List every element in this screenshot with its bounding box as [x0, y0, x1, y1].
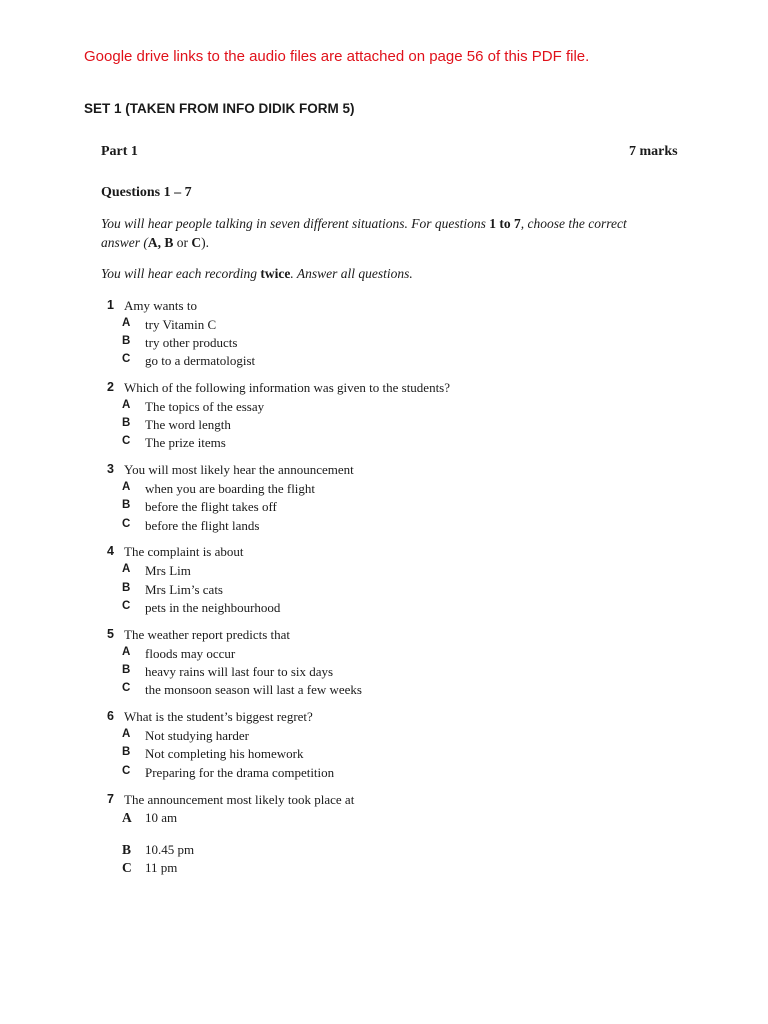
question-6	[0, 709, 768, 727]
option-1a	[0, 317, 768, 335]
option-5c	[0, 682, 768, 700]
option-2a	[0, 399, 768, 417]
option-text: Mrs Lim	[145, 563, 191, 578]
question-text: Which of the following information was given to the students?	[124, 380, 451, 395]
option-letter: B	[122, 664, 131, 676]
instr-bold: ,	[157, 235, 165, 250]
option-letter: B	[122, 842, 132, 857]
option-text: before the flight takes off	[145, 499, 277, 514]
question-2	[0, 380, 768, 398]
option-letter: A	[122, 481, 131, 493]
option-3a	[0, 481, 768, 499]
option-text: when you are boarding the flight	[145, 481, 316, 496]
option-text: Preparing for the drama competition	[145, 765, 335, 780]
instr-text: or	[173, 235, 192, 250]
instr-bold: A	[147, 235, 158, 250]
instructions-line-2	[101, 235, 209, 251]
set-title: SET 1 (TAKEN FROM INFO DIDIK FORM 5)	[84, 101, 355, 116]
question-number: 2	[107, 380, 114, 394]
option-text: The word length	[145, 417, 231, 432]
instr-text: . Answer all questions.	[290, 266, 413, 281]
question-text: The complaint is about	[124, 544, 244, 559]
option-text: 10 am	[145, 810, 178, 825]
option-4a	[0, 563, 768, 581]
question-number: 7	[107, 792, 114, 806]
option-text: Mrs Lim’s cats	[145, 582, 223, 597]
option-letter: B	[122, 746, 131, 758]
option-text: pets in the neighbourhood	[145, 600, 281, 615]
option-2b	[0, 417, 768, 435]
question-text: What is the student’s biggest regret?	[124, 709, 313, 724]
option-text: 10.45 pm	[145, 842, 195, 857]
option-text: floods may occur	[145, 646, 236, 661]
instr-bold: twice	[260, 266, 291, 281]
instructions-line-3	[101, 266, 413, 282]
instr-bold: 1	[489, 216, 496, 231]
option-text: heavy rains will last four to six days	[145, 664, 334, 679]
instr-text: ).	[201, 235, 210, 250]
option-4b	[0, 582, 768, 600]
questions-range: Questions 1 – 7	[101, 185, 192, 200]
option-letter: B	[122, 582, 131, 594]
option-text: the monsoon season will last a few weeks	[145, 682, 362, 697]
option-letter: C	[122, 682, 131, 694]
option-letter: A	[122, 317, 131, 329]
question-text: Amy wants to	[124, 298, 197, 313]
instr-bold: C	[191, 235, 202, 250]
option-3c	[0, 518, 768, 536]
instr-bold: B	[164, 235, 174, 250]
question-3	[0, 462, 768, 480]
instr-text: You will hear each recording	[101, 266, 261, 281]
option-5a	[0, 646, 768, 664]
option-letter: C	[122, 435, 131, 447]
option-text: 11 pm	[145, 860, 178, 875]
option-letter: A	[122, 646, 131, 658]
instr-text: answer (	[101, 235, 148, 250]
option-letter: C	[122, 353, 131, 365]
option-letter: A	[122, 810, 132, 825]
option-letter: C	[122, 860, 132, 875]
option-text: go to a dermatologist	[145, 353, 256, 368]
option-6b	[0, 746, 768, 764]
option-text: try Vitamin C	[145, 317, 217, 332]
option-7b	[0, 842, 768, 860]
marks-label: 7 marks	[629, 144, 678, 159]
question-text: You will most likely hear the announcement	[124, 462, 354, 477]
instr-bold: to	[495, 216, 514, 231]
question-5	[0, 627, 768, 645]
option-text: The topics of the essay	[145, 399, 265, 414]
question-text: The announcement most likely took place at	[124, 792, 355, 807]
option-letter: A	[122, 399, 131, 411]
option-text: The prize items	[145, 435, 226, 450]
question-number: 4	[107, 544, 114, 558]
option-5b	[0, 664, 768, 682]
option-6a	[0, 728, 768, 746]
question-4	[0, 544, 768, 562]
option-4c	[0, 600, 768, 618]
option-text: try other products	[145, 335, 238, 350]
question-number: 1	[107, 298, 114, 312]
option-letter: A	[122, 563, 131, 575]
question-text: The weather report predicts that	[124, 627, 291, 642]
option-text: Not studying harder	[145, 728, 249, 743]
instr-bold: 7	[513, 216, 521, 231]
option-3b	[0, 499, 768, 517]
instructions-line-1	[101, 216, 627, 232]
option-letter: C	[122, 765, 131, 777]
option-letter: B	[122, 499, 131, 511]
option-letter: B	[122, 335, 131, 347]
instr-text: , choose the correct	[520, 216, 627, 231]
option-1c	[0, 353, 768, 371]
part-label: Part 1	[101, 144, 138, 159]
audio-links-notice: Google drive links to the audio files are attached on page 56 of this PDF file.	[84, 48, 590, 65]
option-6c	[0, 765, 768, 783]
instr-text: You will hear people talking in seven different situations. For questions	[101, 216, 490, 231]
question-1	[0, 298, 768, 316]
question-number: 6	[107, 709, 114, 723]
option-letter: A	[122, 728, 131, 740]
option-2c	[0, 435, 768, 453]
option-letter: C	[122, 518, 131, 530]
option-text: Not completing his homework	[145, 746, 304, 761]
question-number: 3	[107, 462, 114, 476]
option-7a	[0, 810, 768, 828]
question-7	[0, 792, 768, 810]
option-text: before the flight lands	[145, 518, 260, 533]
option-7c	[0, 860, 768, 878]
question-number: 5	[107, 627, 114, 641]
option-letter: B	[122, 417, 131, 429]
option-1b	[0, 335, 768, 353]
option-letter: C	[122, 600, 131, 612]
